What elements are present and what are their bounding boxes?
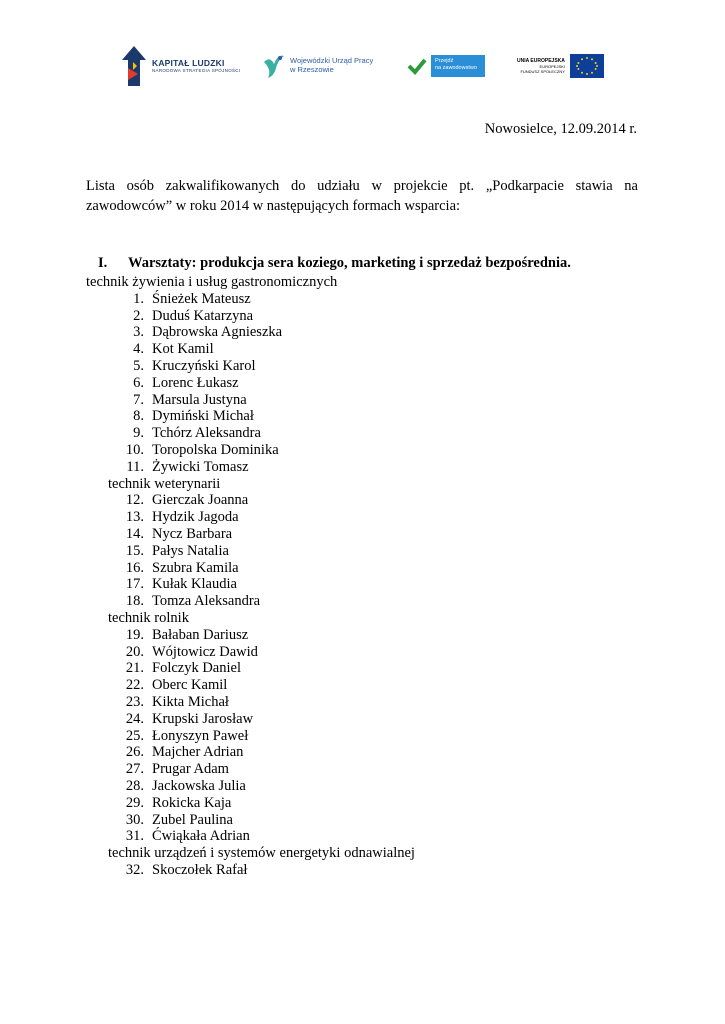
list-item-name: Tomza Aleksandra xyxy=(152,593,261,610)
list-item-name: Toropolska Dominika xyxy=(152,442,279,458)
group-heading: technik urządzeń i systemów energetyki odnawialnej xyxy=(108,845,415,862)
list-item-name: Szubra Kamila xyxy=(152,559,239,576)
eu-logo xyxy=(517,44,604,88)
wup-line1: Wojewódzki Urząd Pracy xyxy=(290,56,374,66)
intro-line-2: zawodowców” w roku 2014 w następujących formach wsparcia: xyxy=(86,198,461,214)
list-item-name: Żywicki Tomasz xyxy=(152,458,249,475)
list-item-number: 27. xyxy=(125,761,144,778)
list-item-name: Lorenc Łukasz xyxy=(152,374,239,391)
kapital-ludzki-logo xyxy=(122,44,240,88)
bird-icon xyxy=(262,52,286,80)
list-item-number: 21. xyxy=(125,660,144,677)
list-item-number: 2. xyxy=(133,307,144,324)
list-item-name: Pałys Natalia xyxy=(152,542,229,559)
kapital-ludzki-subtitle: NARODOWA STRATEGIA SPÓJNOŚCI xyxy=(152,68,241,74)
group-heading: technik rolnik xyxy=(108,610,189,626)
list-item-number: 23. xyxy=(125,694,144,710)
list-item-name: Dymiński Michał xyxy=(152,408,254,425)
eu-flag-icon xyxy=(570,54,604,78)
list-item-name: Kikta Michał xyxy=(152,694,229,710)
list-item-name: Majcher Adrian xyxy=(152,744,244,761)
wup-logo xyxy=(262,44,373,88)
list-item-name: Bałaban Dariusz xyxy=(152,626,249,643)
list-item-number: 29. xyxy=(125,794,144,811)
document-date: Nowosielce, 12.09.2014 r. xyxy=(484,121,637,137)
kapital-ludzki-icon xyxy=(122,46,146,86)
list-item-number: 18. xyxy=(125,593,144,610)
list-item-number: 28. xyxy=(125,778,144,794)
list-item-number: 14. xyxy=(125,526,144,542)
list-item-name: Hydzik Jagoda xyxy=(152,509,239,526)
list-item-name: Wójtowicz Dawid xyxy=(152,643,258,660)
list-item-number: 19. xyxy=(125,626,144,643)
project-line1: Przejdź xyxy=(435,58,454,64)
list-item-number: 1. xyxy=(133,290,144,307)
list-item-number: 12. xyxy=(125,492,144,509)
list-item-name: Kot Kamil xyxy=(152,341,214,358)
logo-bar xyxy=(0,44,725,88)
list-item-number: 8. xyxy=(133,408,144,425)
list-item-number: 26. xyxy=(125,744,144,761)
intro-paragraph xyxy=(86,176,638,216)
list-item-name: Kruczyński Karol xyxy=(152,358,256,374)
list-item-name: Śnieżek Mateusz xyxy=(152,290,251,307)
list-item-name: Łonyszyn Paweł xyxy=(152,727,249,744)
list-item-number: 15. xyxy=(125,542,144,559)
project-line2: na zawodowstwo xyxy=(435,64,477,71)
list-item-name: Zubel Paulina xyxy=(152,811,233,828)
list-item-number: 7. xyxy=(133,391,144,408)
list-item-number: 30. xyxy=(125,811,144,828)
list-item-number: 11. xyxy=(126,458,144,475)
list-item-name: Oberc Kamil xyxy=(152,677,228,694)
section-number: I. xyxy=(98,255,108,271)
list-item-number: 5. xyxy=(133,358,144,374)
list-item-name: Dąbrowska Agnieszka xyxy=(152,324,283,341)
list-item-number: 22. xyxy=(125,677,144,694)
eu-line3: FUNDUSZ SPOŁECZNY xyxy=(520,69,565,74)
project-badge xyxy=(431,55,485,77)
list-item-name: Skoczołek Rafał xyxy=(152,862,248,878)
list-item-name: Marsula Justyna xyxy=(152,391,247,408)
intro-line-1: Lista osób zakwalifikowanych do udziału w projekcie pt. „Podkarpacie stawia na xyxy=(86,178,638,194)
list-item-name: Jackowska Julia xyxy=(152,778,246,794)
list-item-number: 31. xyxy=(125,828,144,845)
list-item-number: 17. xyxy=(125,576,144,593)
list-item-number: 3. xyxy=(133,324,144,341)
list-item-number: 25. xyxy=(125,727,144,744)
list-item-number: 10. xyxy=(125,442,144,458)
list-item-number: 9. xyxy=(133,425,144,442)
list-item-name: Tchórz Aleksandra xyxy=(152,425,261,442)
group-heading: technik żywienia i usług gastronomicznych xyxy=(86,274,338,290)
list-item-number: 16. xyxy=(125,559,144,576)
group-heading: technik weterynarii xyxy=(108,475,221,492)
list-item-name: Gierczak Joanna xyxy=(152,492,249,509)
eu-line1: UNIA EUROPEJSKA xyxy=(517,58,565,64)
list-item-name: Prugar Adam xyxy=(152,761,229,778)
list-item-number: 32. xyxy=(125,862,144,878)
kapital-ludzki-title: KAPITAŁ LUDZKI xyxy=(152,57,225,68)
list-item-name: Folczyk Daniel xyxy=(152,660,241,677)
list-item-name: Ćwiąkała Adrian xyxy=(152,828,250,845)
section-heading xyxy=(98,255,571,272)
list-item-number: 4. xyxy=(133,341,144,358)
list-item-name: Duduś Katarzyna xyxy=(152,307,254,324)
eu-line2: EUROPEJSKI xyxy=(539,64,565,69)
list-item-name: Rokicka Kaja xyxy=(152,794,232,811)
list-item-name: Nycz Barbara xyxy=(152,526,233,542)
list-item-name: Kułak Klaudia xyxy=(152,576,237,593)
section-title: Warsztaty: produkcja sera koziego, marketing i sprzedaż bezpośrednia. xyxy=(128,255,571,271)
project-logo xyxy=(407,44,485,88)
list-item-number: 20. xyxy=(125,643,144,660)
list-item-number: 24. xyxy=(125,710,144,727)
list-item-number: 6. xyxy=(133,374,144,391)
list-item-name: Krupski Jarosław xyxy=(152,710,254,727)
list-item-number: 13. xyxy=(125,509,144,526)
checkmark-icon xyxy=(407,56,427,76)
wup-line2: w Rzeszowie xyxy=(290,65,334,74)
